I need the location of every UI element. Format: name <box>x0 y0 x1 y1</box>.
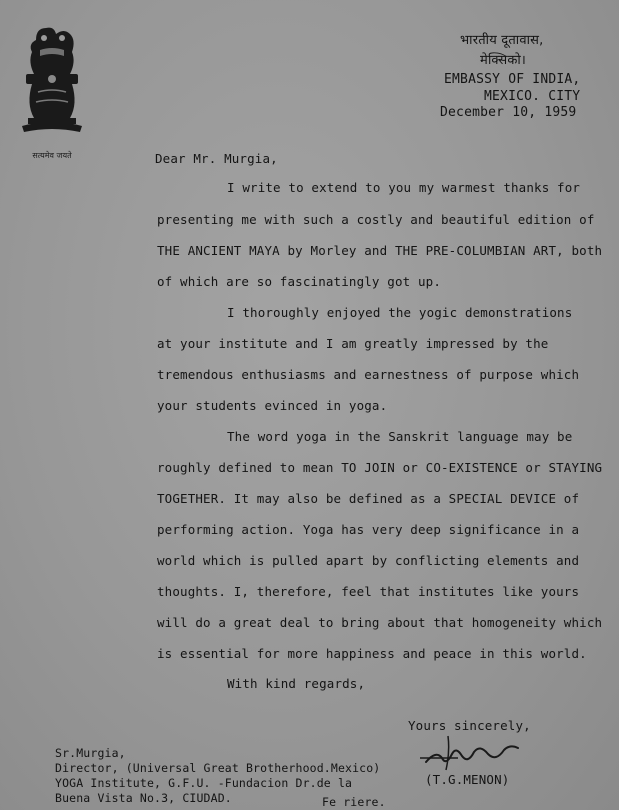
body-line: of which are so fascinatingly got up. <box>157 274 441 289</box>
body-line: THE ANCIENT MAYA by Morley and THE PRE-COLUMBIAN ART, both <box>157 243 603 258</box>
header-embassy: EMBASSY OF INDIA, <box>444 72 581 87</box>
addressee-line: Director, (Universal Great Brotherhood.Mexico) <box>55 761 381 775</box>
body-line: your students evinced in yoga. <box>157 398 388 413</box>
signatory-name: (T.G.MENON) <box>425 772 510 787</box>
header-city: MEXICO. CITY <box>484 89 581 104</box>
emblem-motto: सत्यमेव जयते <box>32 151 72 160</box>
body-line: roughly defined to mean TO JOIN or CO-EXISTENCE or STAYING <box>157 460 603 475</box>
body-line: I thoroughly enjoyed the yogic demonstrations <box>227 305 573 320</box>
body-line: tremendous enthusiasms and earnestness of purpose which <box>157 367 580 382</box>
body-line: world which is pulled apart by conflicting elements and <box>157 553 580 568</box>
salutation: Dear Mr. Murgia, <box>155 151 278 166</box>
addressee-line-extra: Fe riere. <box>322 795 386 809</box>
body-line: is essential for more happiness and peace in this world. <box>157 646 587 661</box>
body-line: The word yoga in the Sanskrit language may be <box>227 429 573 444</box>
body-line: I write to extend to you my warmest thanks for <box>227 180 581 195</box>
body-line: TOGETHER. It may also be defined as a SPECIAL DEVICE of <box>157 491 580 506</box>
body-line: thoughts. I, therefore, feel that institutes like yours <box>157 584 580 599</box>
body-line: at your institute and I am greatly impressed by the <box>157 336 549 351</box>
national-emblem-icon <box>14 22 90 162</box>
addressee-line: YOGA Institute, G.F.U. -Fundacion Dr.de la <box>55 776 353 790</box>
closing: With kind regards, <box>227 676 366 691</box>
addressee-line: Buena Vista No.3, CIUDAD. <box>55 791 232 805</box>
signature-icon <box>418 728 523 778</box>
addressee-line: Sr.Murgia, <box>55 746 126 760</box>
body-line: performing action. Yoga has very deep significance in a <box>157 522 580 537</box>
body-line: presenting me with such a costly and beautiful edition of <box>157 212 595 227</box>
sign-off: Yours sincerely, <box>408 718 531 733</box>
header-hindi-line1: भारतीय दूतावास, <box>460 33 544 48</box>
body-line: will do a great deal to bring about that homogeneity which <box>157 615 603 630</box>
letter-date: December 10, 1959 <box>440 105 577 120</box>
header-hindi-line2: मेक्सिको। <box>480 53 527 68</box>
